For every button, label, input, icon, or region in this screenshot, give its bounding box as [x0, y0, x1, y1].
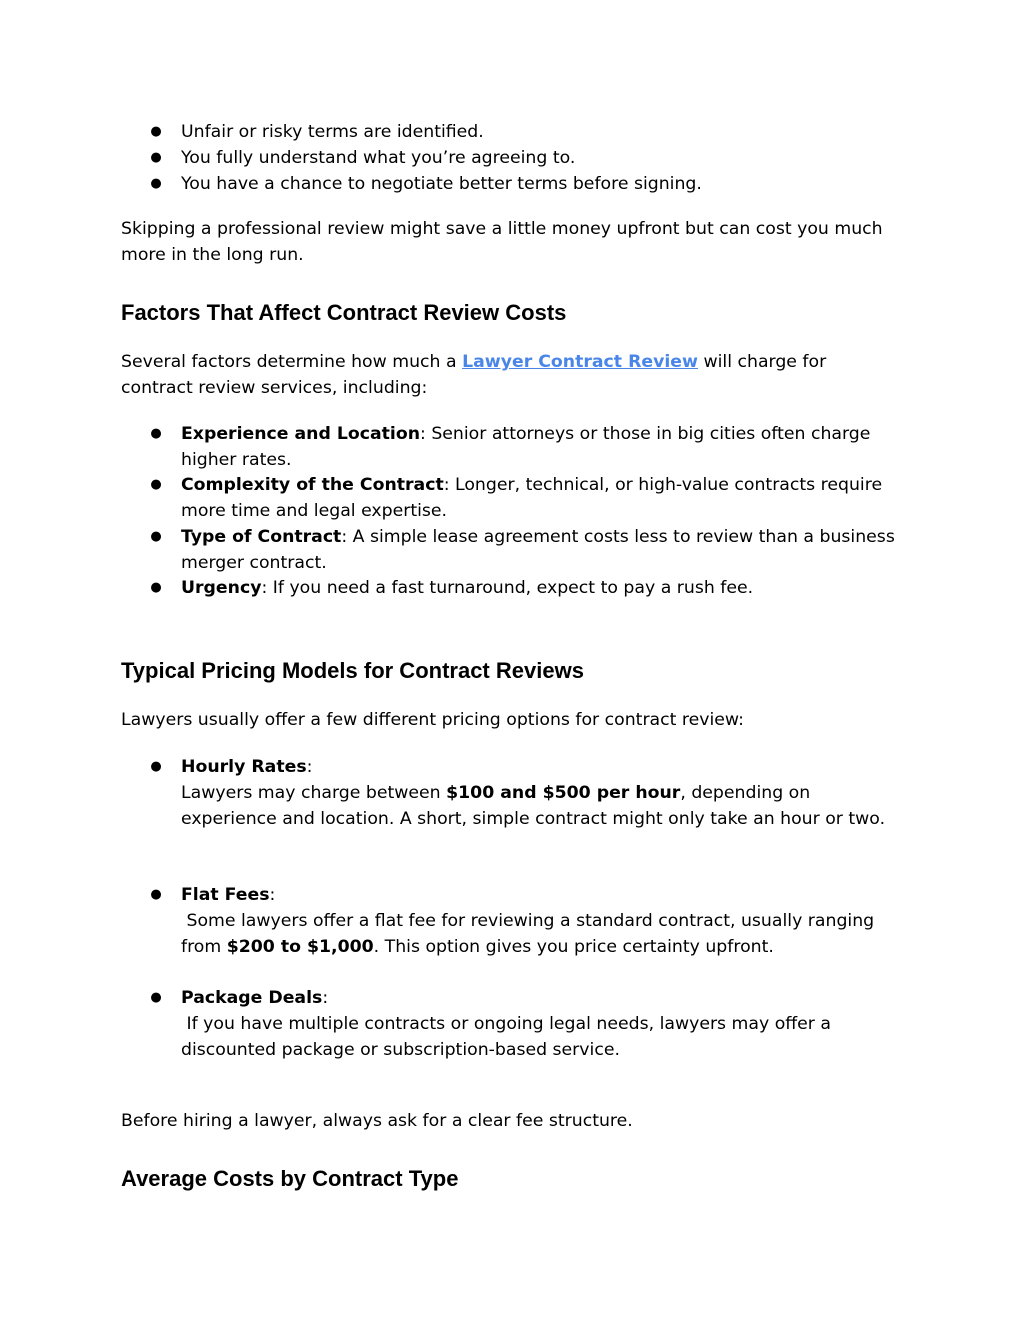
- paragraph-pricing-closing: Before hiring a lawyer, always ask for a clear fee structure.: [121, 1111, 633, 1131]
- bullet-icon: ●: [150, 176, 162, 191]
- list-item-text: : Senior attorneys or those in big cities often charge higher rates.: [181, 424, 871, 470]
- list-item-flat: [150, 882, 911, 960]
- heading-factors: Factors That Affect Contract Review Costs: [121, 300, 567, 325]
- flat-price-range: $200 to $1,000: [226, 937, 374, 957]
- factors-intro-after: will charge for contract review services, including:: [121, 352, 827, 398]
- list-item-text: : Longer, technical, or high-value contracts require more time and legal expertise.: [181, 475, 883, 521]
- list-item-term: Package Deals: [181, 988, 323, 1008]
- bullet-icon: ●: [150, 426, 162, 441]
- bullet-icon: ●: [150, 529, 162, 544]
- bullet-icon: ●: [150, 477, 162, 492]
- list-item-text: : A simple lease agreement costs less to review than a business merger contract.: [181, 527, 895, 573]
- bullet-icon: ●: [150, 990, 162, 1005]
- list-item-text: You fully understand what you’re agreeing to.: [181, 148, 576, 168]
- flat-text-before: Some lawyers offer a flat fee for reviewing a standard contract, usually ranging from: [181, 911, 880, 957]
- hourly-text-after: , depending on experience and location. A short, simple contract might only take an hour or two.: [181, 783, 886, 829]
- lawyer-contract-review-link[interactable]: Lawyer Contract Review: [462, 352, 698, 372]
- flat-text-after: . This option gives you price certainty upfront.: [373, 937, 774, 957]
- heading-pricing: Typical Pricing Models for Contract Reviews: [121, 658, 584, 683]
- hourly-price-range: $100 and $500 per hour: [446, 783, 681, 803]
- list-item: [150, 119, 911, 145]
- list-item: [150, 145, 911, 171]
- list-item-colon: :: [322, 988, 329, 1008]
- list-item-package: [150, 985, 911, 1063]
- factors-intro-before: Several factors determine how much a: [121, 352, 463, 372]
- paragraph-pricing-intro: Lawyers usually offer a few different pricing options for contract review:: [121, 710, 744, 730]
- list-item-term: Complexity of the Contract: [181, 475, 444, 495]
- list-item-term: Hourly Rates: [181, 757, 307, 777]
- paragraph-factors-intro: [121, 349, 901, 401]
- list-item: [150, 524, 911, 576]
- list-item: [150, 171, 911, 197]
- list-item-text: Unfair or risky terms are identified.: [181, 122, 484, 142]
- list-item-term: Flat Fees: [181, 885, 270, 905]
- hourly-text-before: Lawyers may charge between: [181, 783, 447, 803]
- list-item: [150, 421, 911, 473]
- list-item-hourly: [150, 754, 911, 832]
- list-item-term: Experience and Location: [181, 424, 420, 444]
- list-item-term: Urgency: [181, 578, 262, 598]
- paragraph-skipping: Skipping a professional review might save a little money upfront but can cost you much more in the long run.: [121, 219, 883, 265]
- list-item-colon: :: [269, 885, 276, 905]
- list-item-text: : If you need a fast turnaround, expect to pay a rush fee.: [261, 578, 754, 598]
- list-item-colon: :: [306, 757, 313, 777]
- list-item: [150, 575, 911, 601]
- package-text: If you have multiple contracts or ongoing legal needs, lawyers may offer a discounted package or subscription-based service.: [181, 1014, 837, 1060]
- list-item: [150, 472, 911, 524]
- bullet-icon: ●: [150, 887, 162, 902]
- bullet-icon: ●: [150, 580, 162, 595]
- heading-average-costs: Average Costs by Contract Type: [121, 1166, 459, 1191]
- bullet-icon: ●: [150, 124, 162, 139]
- bullet-icon: ●: [150, 150, 162, 165]
- bullet-icon: ●: [150, 759, 162, 774]
- list-item-text: You have a chance to negotiate better terms before signing.: [181, 174, 702, 194]
- list-item-term: Type of Contract: [181, 527, 342, 547]
